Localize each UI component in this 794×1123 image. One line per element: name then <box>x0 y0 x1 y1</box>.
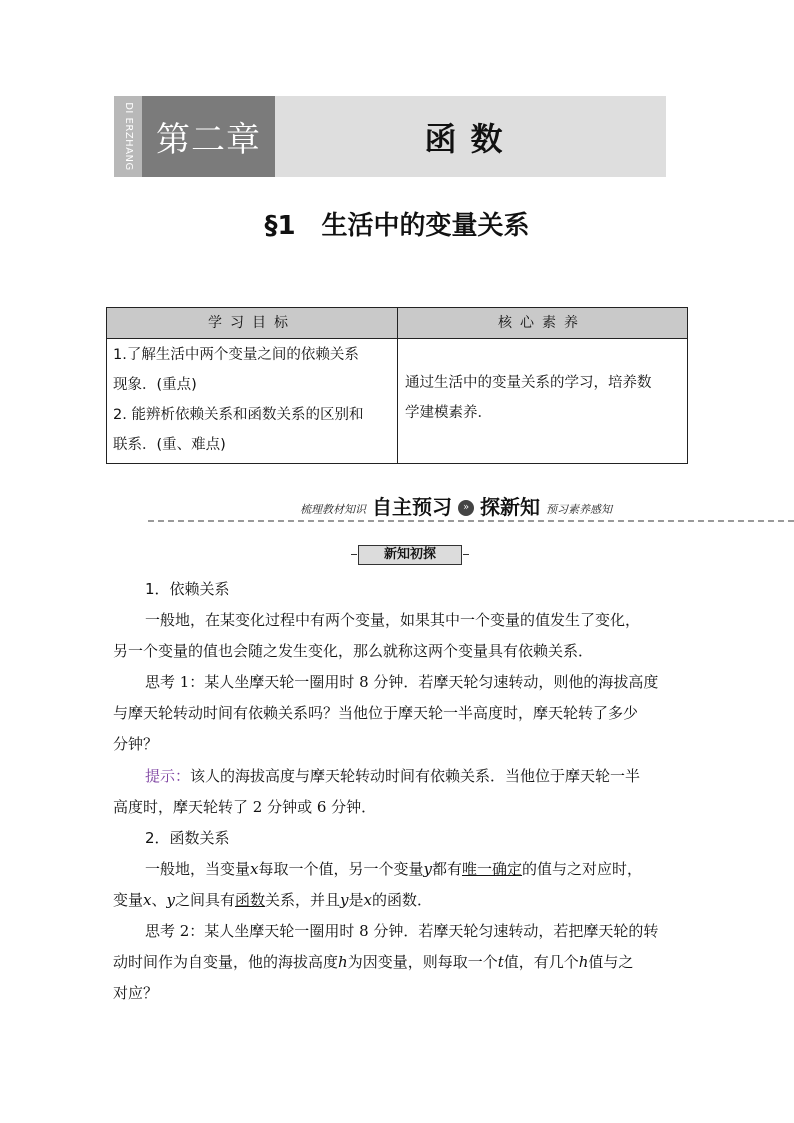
heading-text: 1．依赖关系 <box>145 580 230 598</box>
chapter-pinyin: DI ERZHANG <box>122 102 134 171</box>
chapter-number: 第二章 <box>156 120 261 160</box>
literacy-line: 通过生活中的变量关系的学习，培养数 <box>405 375 652 391</box>
preview-band-divider <box>148 520 794 522</box>
paragraph-line: 一般地，在某变化过程中有两个变量，如果其中一个变量的值发生了变化， <box>145 611 641 629</box>
paragraph-line: 一般地，当变量x每取一个值，另一个变量y都有唯一确定的值与之对应时， <box>145 860 643 878</box>
goal-line: 联系．(重、难点) <box>113 437 226 453</box>
goal-line: 2. 能辨析依赖关系和函数关系的区别和 <box>113 407 364 423</box>
band-title-left: 自主预习 <box>372 495 452 519</box>
preview-band <box>300 494 660 520</box>
think-question-2 <box>113 916 683 1009</box>
hint-line: 该人的海拔高度与摩天轮转动时间有依赖关系．当他位于摩天轮一半 <box>190 767 641 785</box>
question-line: 对应？ <box>113 984 159 1002</box>
question-line: 与摩天轮转动时间有依赖关系吗？当他位于摩天轮一半高度时，摩天轮转了多少 <box>113 704 639 722</box>
var-x: x <box>363 891 372 909</box>
goal-line: 现象．(重点) <box>113 377 197 393</box>
heading-function <box>113 823 683 854</box>
paragraph-line: 另一个变量的值也会随之发生变化，那么就称这两个变量具有依赖关系． <box>113 642 594 660</box>
section-title <box>0 205 794 242</box>
section-number: §1 <box>264 211 296 241</box>
underlined-function: 函数 <box>235 891 266 909</box>
heading-text: 2．函数关系 <box>145 829 230 847</box>
var-x: x <box>250 860 259 878</box>
paragraph-line: 变量x、y之间具有函数关系，并且y是x的函数． <box>113 891 433 909</box>
think-question-1 <box>113 667 683 760</box>
paragraph-function <box>113 854 683 916</box>
band-title-right: 探新知 <box>480 495 540 519</box>
var-h: h <box>578 953 589 971</box>
hint-label: 提示： <box>145 767 191 785</box>
band-left-caption: 梳理教材知识 <box>300 503 366 516</box>
question-line: 思考 2：某人坐摩天轮一圈用时 8 分钟．若摩天轮匀速转动，若把摩天轮的转 <box>145 922 659 940</box>
paragraph-dependency <box>113 605 683 667</box>
hint-line: 高度时，摩天轮转了 2 分钟或 6 分钟． <box>113 798 377 816</box>
double-chevron-icon: » <box>458 500 474 516</box>
hint-1 <box>113 761 683 823</box>
chapter-pinyin-strip <box>114 96 142 177</box>
underlined-unique: 唯一确定 <box>462 860 523 878</box>
band-right-caption: 预习素养感知 <box>546 503 612 516</box>
chapter-title: 函数 <box>424 119 517 158</box>
heading-dependency <box>113 574 683 605</box>
var-t: t <box>497 953 504 971</box>
literacy-line: 学建模素养． <box>405 405 492 421</box>
question-line: 分钟？ <box>113 735 159 753</box>
section-title-text: 生活中的变量关系 <box>321 211 530 241</box>
core-literacy-cell <box>405 368 685 428</box>
var-y: y <box>166 891 175 909</box>
var-h: h <box>338 953 348 971</box>
chapter-title-box <box>275 96 666 177</box>
header-core-literacy: 核心素养 <box>498 315 586 331</box>
learning-goals-cell <box>113 340 395 460</box>
var-x: x <box>143 891 152 909</box>
objectives-table <box>106 307 688 464</box>
question-line: 思考 1：某人坐摩天轮一圈用时 8 分钟．若摩天轮匀速转动，则他的海拔高度 <box>145 673 659 691</box>
chapter-number-box <box>142 96 275 177</box>
var-y: y <box>340 891 349 909</box>
var-y: y <box>423 860 432 878</box>
goal-line: 1.了解生活中两个变量之间的依赖关系 <box>113 347 359 363</box>
section-tag: 新知初探 <box>358 545 462 565</box>
question-line: 动时间作为自变量，他的海拔高度h为因变量，则每取一个t值，有几个h值与之 <box>113 953 634 971</box>
objectives-table-header <box>107 308 687 339</box>
column-divider <box>397 338 398 463</box>
header-learning-goals: 学习目标 <box>107 308 398 338</box>
